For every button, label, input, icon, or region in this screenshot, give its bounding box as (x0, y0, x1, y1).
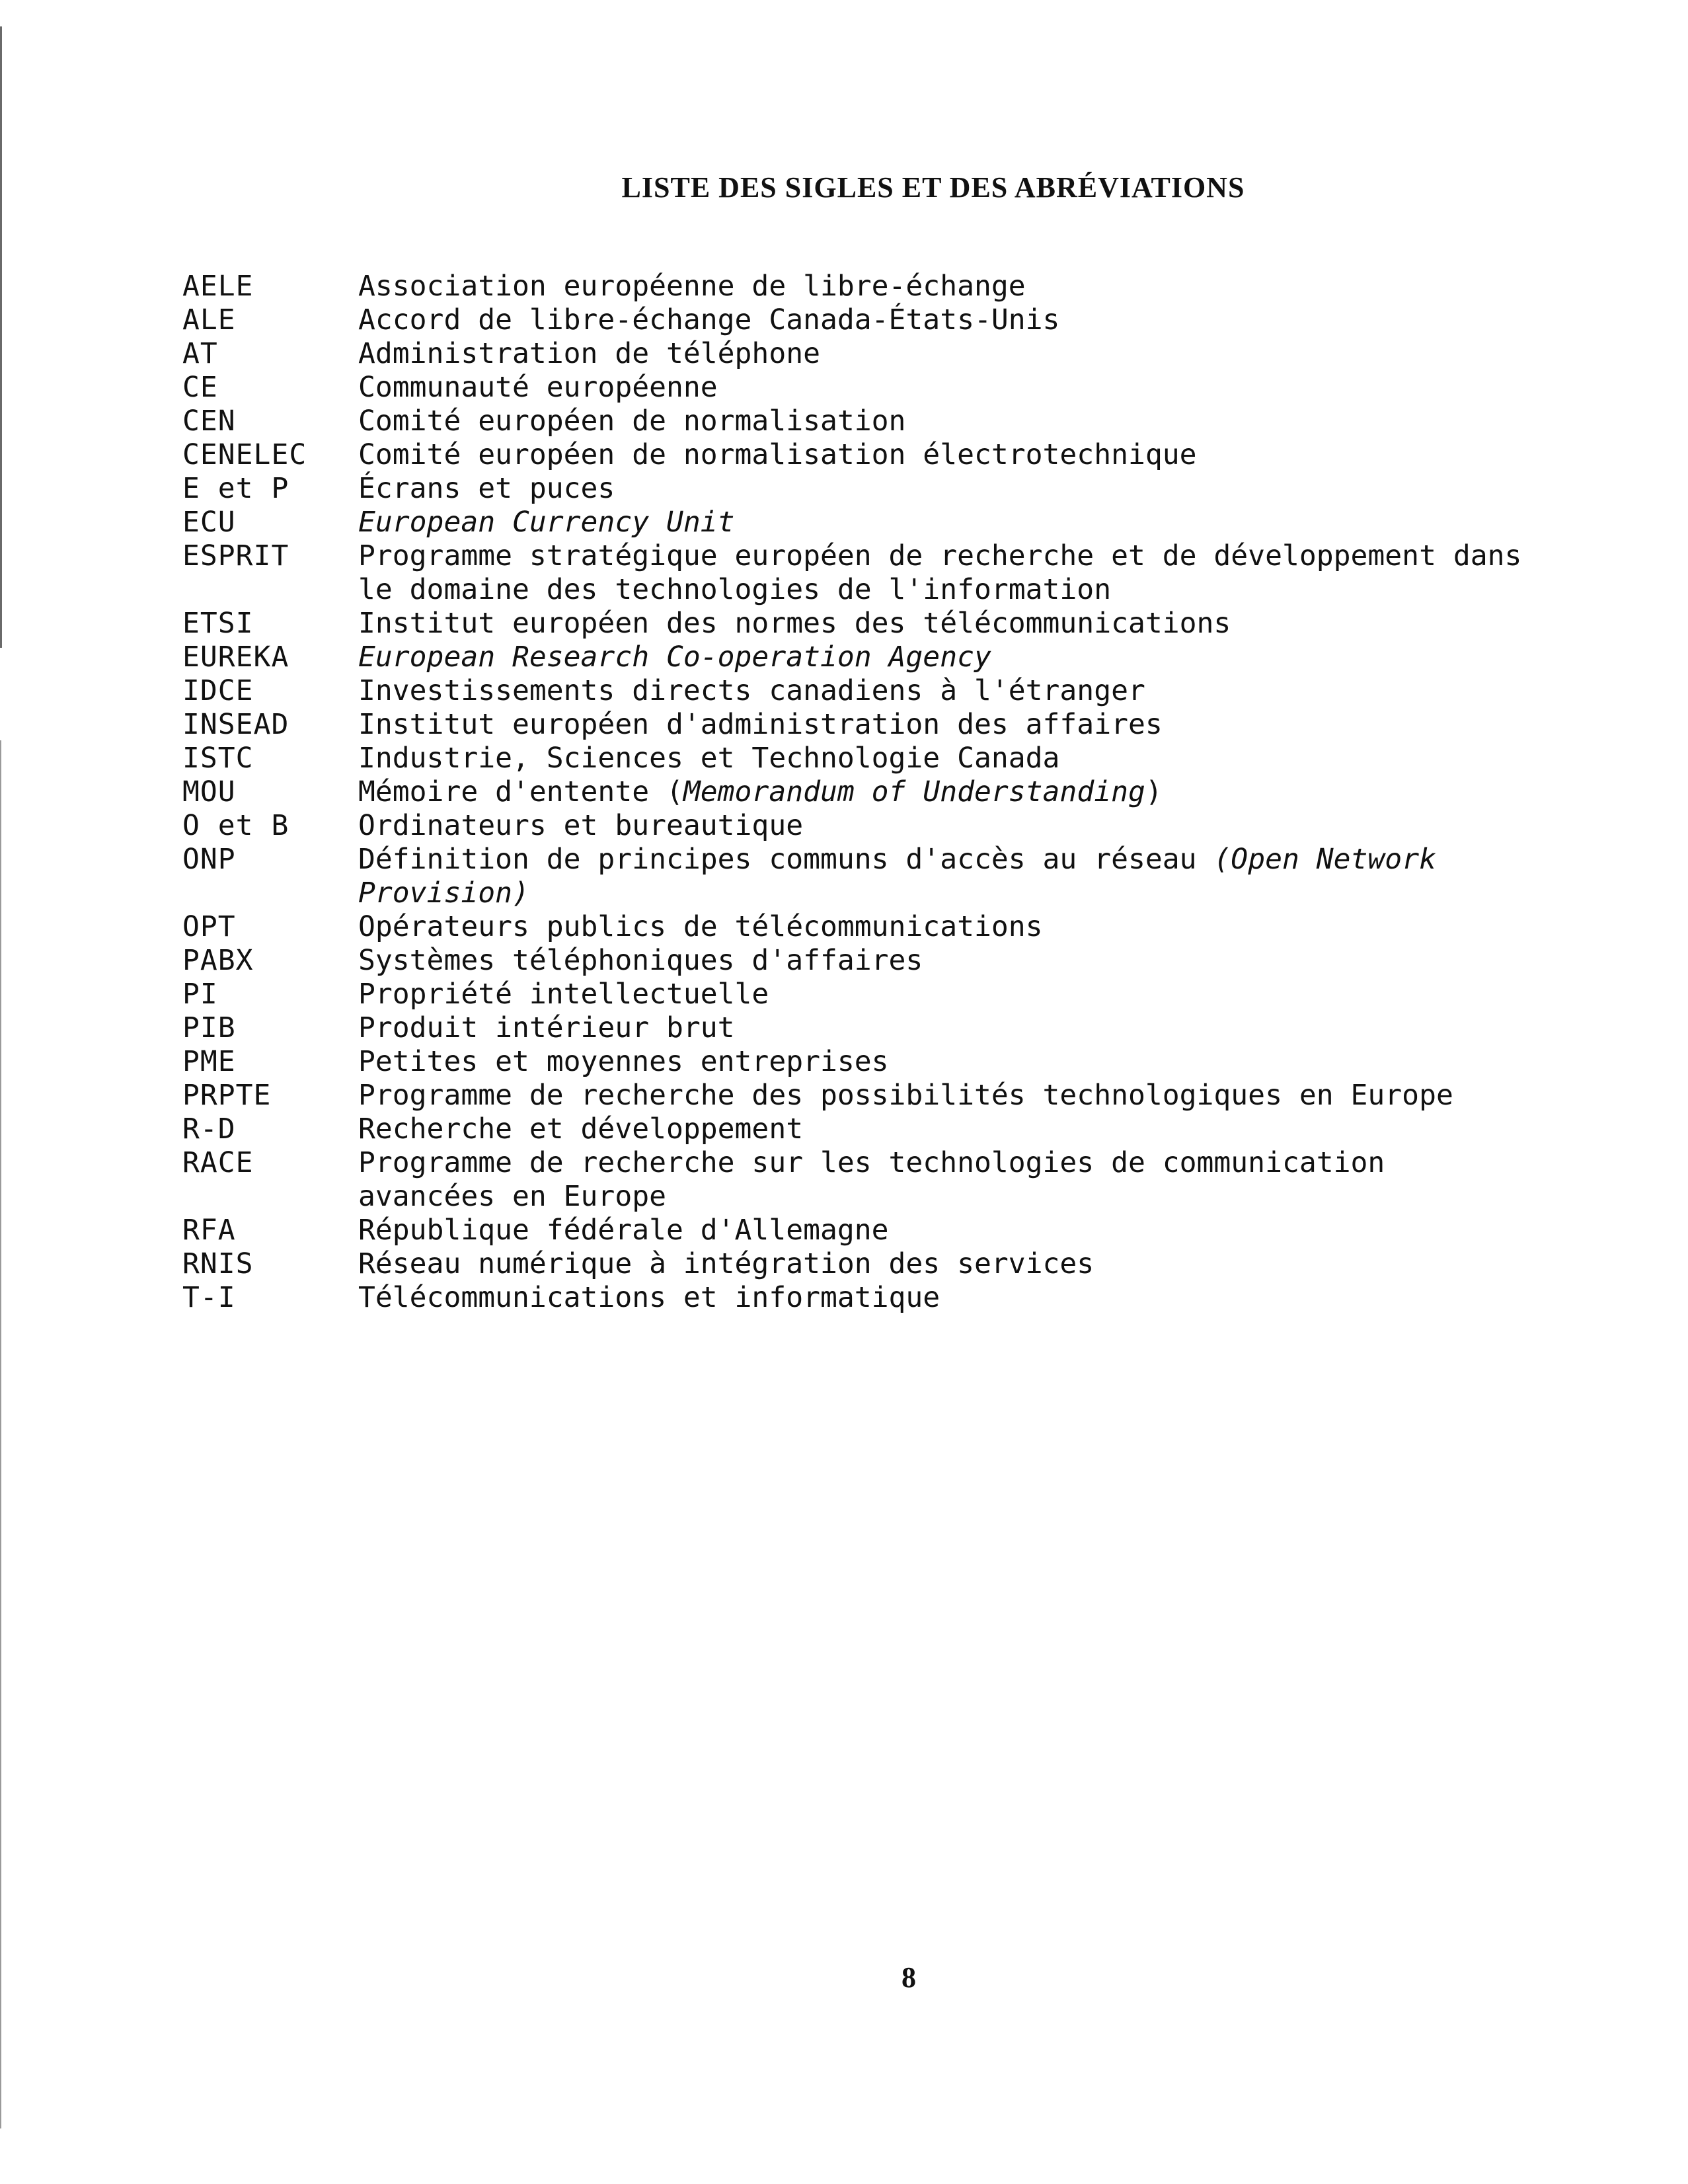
abbreviation-term: E et P (182, 472, 289, 505)
abbreviation-term: IDCE (182, 674, 254, 707)
abbreviation-term: ESPRIT (182, 539, 289, 572)
abbreviation-entry (182, 809, 1537, 843)
abbreviation-entry (182, 438, 1537, 472)
abbreviation-definition (358, 1146, 1537, 1214)
abbreviation-definition (358, 809, 1537, 843)
abbreviation-definition (358, 641, 1537, 674)
abbreviation-term: RNIS (182, 1247, 254, 1280)
abbreviation-entry (182, 405, 1537, 438)
definition-segment: ) (1145, 775, 1163, 808)
abbreviation-definition (358, 1281, 1537, 1315)
abbreviation-term: PI (182, 978, 218, 1011)
abbreviation-term: CEN (182, 405, 236, 438)
definition-segment: Ordinateurs et bureautique (358, 809, 804, 842)
definition-segment: Institut européen d'administration des affaires (358, 708, 1163, 741)
definition-segment: Réseau numérique à intégration des services (358, 1247, 1094, 1280)
abbreviation-term: ONP (182, 843, 236, 876)
abbreviation-definition (358, 742, 1537, 775)
abbreviation-entry (182, 506, 1537, 539)
abbreviation-definition (358, 708, 1537, 742)
abbreviation-definition (358, 910, 1537, 944)
abbreviation-entry (182, 1247, 1537, 1281)
abbreviation-term: ECU (182, 506, 236, 539)
definition-italic-segment: European Currency Unit (358, 506, 735, 539)
abbreviation-term: OPT (182, 910, 236, 943)
definition-segment: Comité européen de normalisation électrotechnique (358, 438, 1197, 471)
abbreviation-term: INSEAD (182, 708, 289, 741)
abbreviation-entry (182, 539, 1537, 607)
abbreviation-definition (358, 270, 1537, 303)
definition-segment: Programme de recherche sur les technologies de communication avancées en Europe (358, 1146, 1402, 1213)
definition-segment: Industrie, Sciences et Technologie Canada (358, 742, 1060, 775)
abbreviation-definition (358, 1079, 1537, 1112)
abbreviation-definition (358, 1112, 1537, 1146)
definition-segment: Systèmes téléphoniques d'affaires (358, 944, 923, 977)
definition-segment: Télécommunications et informatique (358, 1281, 940, 1314)
abbreviation-entry (182, 910, 1537, 944)
abbreviation-definition (358, 775, 1537, 809)
abbreviation-definition (358, 303, 1537, 337)
definition-segment: Administration de téléphone (358, 337, 820, 370)
abbreviation-entry (182, 371, 1537, 405)
definition-segment: Institut européen des normes des télécommunications (358, 607, 1231, 640)
definition-segment: Définition de principes communs d'accès au réseau (358, 843, 1214, 876)
abbreviation-definition (358, 506, 1537, 539)
abbreviation-entry (182, 1079, 1537, 1112)
abbreviation-entry (182, 1045, 1537, 1079)
abbreviation-definition (358, 843, 1537, 910)
abbreviation-term: T-I (182, 1281, 236, 1314)
definition-segment: Écrans et puces (358, 472, 615, 505)
abbreviation-entry (182, 944, 1537, 978)
definition-segment: Programme stratégique européen de recherche et de développement dans le domaine des technologies de l'information (358, 539, 1539, 606)
abbreviation-definition (358, 978, 1537, 1011)
abbreviation-entry (182, 303, 1537, 337)
abbreviation-entry (182, 1214, 1537, 1247)
definition-segment: Mémoire d'entente ( (358, 775, 683, 808)
abbreviation-term: PME (182, 1045, 236, 1078)
abbreviation-entry (182, 1112, 1537, 1146)
abbreviation-term: PRPTE (182, 1079, 272, 1112)
definition-segment: Accord de libre-échange Canada-États-Unis (358, 303, 1060, 336)
abbreviation-term: PIB (182, 1011, 236, 1044)
definition-segment: Petites et moyennes entreprises (358, 1045, 889, 1078)
abbreviation-definition (358, 1214, 1537, 1247)
abbreviation-definition (358, 405, 1537, 438)
abbreviation-term: PABX (182, 944, 254, 977)
abbreviation-definition (358, 607, 1537, 641)
abbreviation-term: CENELEC (182, 438, 307, 471)
definition-segment: Opérateurs publics de télécommunications (358, 910, 1043, 943)
abbreviation-definition (358, 944, 1537, 978)
abbreviation-entry (182, 843, 1537, 910)
abbreviation-entry (182, 472, 1537, 506)
abbreviation-list (182, 270, 1537, 1315)
abbreviation-entry (182, 708, 1537, 742)
definition-segment: Produit intérieur brut (358, 1011, 735, 1044)
abbreviation-term: RACE (182, 1146, 254, 1179)
page-title: LISTE DES SIGLES ET DES ABRÉVIATIONS (621, 171, 1245, 204)
page-number: 8 (902, 1961, 916, 1994)
definition-italic-segment: European Research Co-operation Agency (358, 641, 991, 674)
abbreviation-definition (358, 438, 1537, 472)
abbreviation-term: AELE (182, 270, 254, 303)
abbreviation-entry (182, 674, 1537, 708)
abbreviation-definition (358, 674, 1537, 708)
abbreviation-term: CE (182, 371, 218, 404)
abbreviation-entry (182, 607, 1537, 641)
abbreviation-term: RFA (182, 1214, 236, 1247)
definition-segment: République fédérale d'Allemagne (358, 1214, 889, 1247)
abbreviation-term: R-D (182, 1112, 236, 1146)
abbreviation-entry (182, 1146, 1537, 1214)
definition-italic-segment: Memorandum of Understanding (683, 775, 1145, 808)
abbreviation-term: O et B (182, 809, 289, 842)
definition-segment: Recherche et développement (358, 1112, 804, 1146)
abbreviation-entry (182, 978, 1537, 1011)
definition-segment: Programme de recherche des possibilités technologiques en Europe (358, 1079, 1453, 1112)
definition-italic-segment: (Open Network Provision) (358, 843, 1453, 910)
abbreviation-term: MOU (182, 775, 236, 808)
scan-edge-mark (0, 26, 2, 648)
abbreviation-entry (182, 641, 1537, 674)
abbreviation-term: ISTC (182, 742, 254, 775)
abbreviation-entry (182, 337, 1537, 371)
abbreviation-entry (182, 270, 1537, 303)
definition-segment: Association européenne de libre-échange (358, 270, 1026, 303)
abbreviation-term: EUREKA (182, 641, 289, 674)
abbreviation-term: AT (182, 337, 218, 370)
abbreviation-definition (358, 1011, 1537, 1045)
abbreviation-term: ETSI (182, 607, 254, 640)
abbreviation-definition (358, 1247, 1537, 1281)
abbreviation-entry (182, 1281, 1537, 1315)
abbreviation-entry (182, 775, 1537, 809)
definition-segment: Investissements directs canadiens à l'étranger (358, 674, 1145, 707)
definition-segment: Communauté européenne (358, 371, 718, 404)
abbreviation-definition (358, 539, 1537, 607)
abbreviation-definition (358, 337, 1537, 371)
scan-edge-mark-lower (0, 740, 1, 2128)
abbreviation-entry (182, 742, 1537, 775)
abbreviation-definition (358, 472, 1537, 506)
abbreviation-definition (358, 371, 1537, 405)
definition-segment: Propriété intellectuelle (358, 978, 769, 1011)
definition-segment: Comité européen de normalisation (358, 405, 906, 438)
abbreviation-term: ALE (182, 303, 236, 336)
abbreviation-entry (182, 1011, 1537, 1045)
abbreviation-definition (358, 1045, 1537, 1079)
